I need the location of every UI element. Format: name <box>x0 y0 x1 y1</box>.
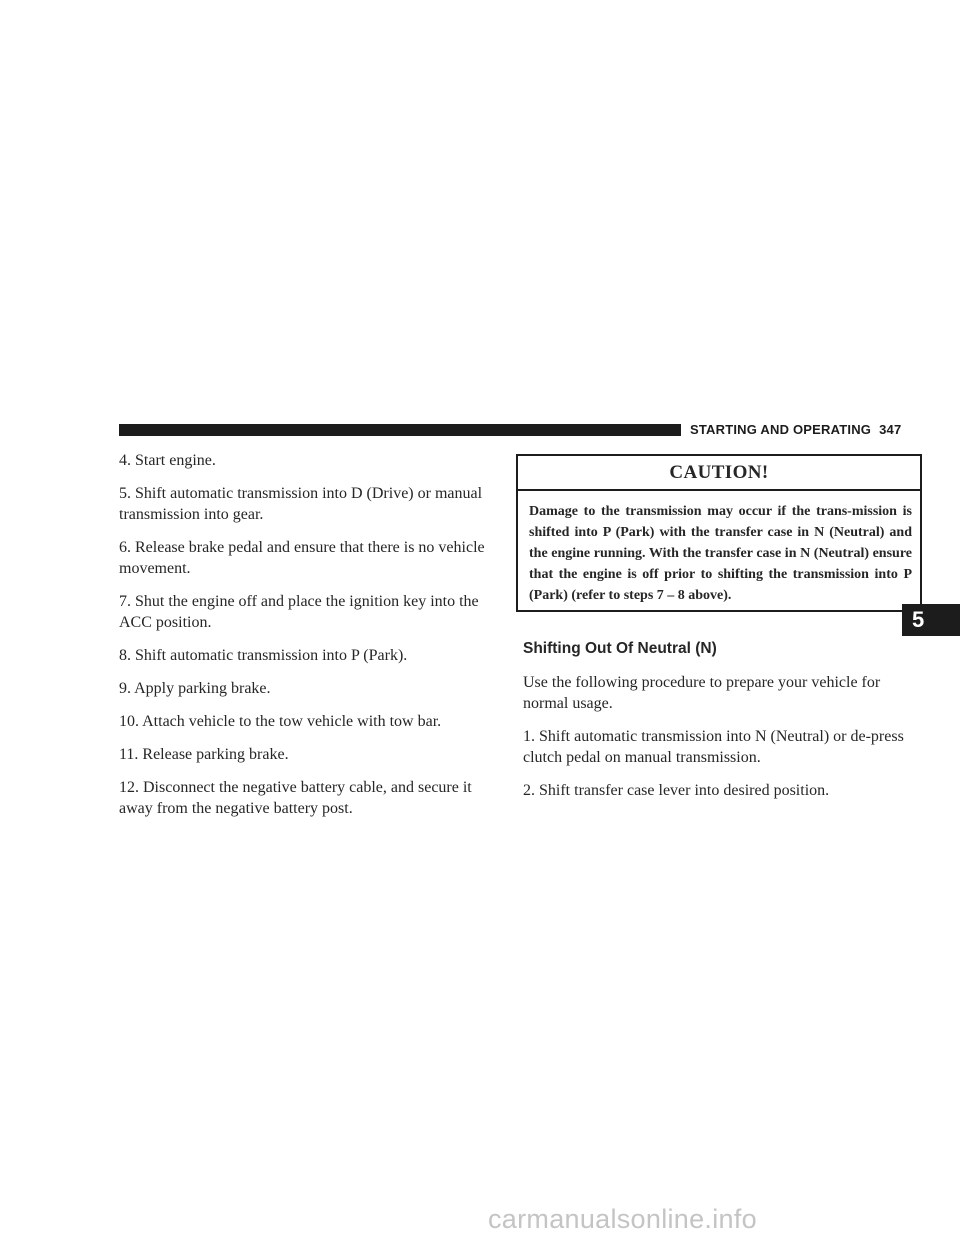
step-6: 6. Release brake pedal and ensure that there is no vehicle movement. <box>119 539 485 577</box>
step-12: 12. Disconnect the negative battery cable, and secure it away from the negative battery post. <box>119 779 472 817</box>
header-rule <box>119 424 681 436</box>
caution-box <box>516 454 922 612</box>
chapter-tab: 5 <box>902 604 960 636</box>
step-11: 11. Release parking brake. <box>119 746 289 763</box>
right-column <box>523 638 907 813</box>
caution-title: CAUTION! <box>518 456 920 491</box>
step-10: 10. Attach vehicle to the tow vehicle with tow bar. <box>119 713 442 730</box>
step-2: 2. Shift transfer case lever into desired position. <box>523 782 830 799</box>
step-4: 4. Start engine. <box>119 452 216 469</box>
page-number: 347 <box>879 422 902 437</box>
section-title: STARTING AND OPERATING <box>690 422 872 437</box>
step-8: 8. Shift automatic transmission into P (Park). <box>119 647 408 664</box>
step-9: 9. Apply parking brake. <box>119 680 271 697</box>
left-column <box>119 450 497 831</box>
section-heading: Shifting Out Of Neutral (N) <box>523 640 717 657</box>
watermark: carmanualsonline.info <box>488 1204 757 1234</box>
step-7: 7. Shut the engine off and place the ignition key into the ACC position. <box>119 593 479 631</box>
step-5: 5. Shift automatic transmission into D (Drive) or manual transmission into gear. <box>119 485 483 523</box>
step-1: 1. Shift automatic transmission into N (Neutral) or de-press clutch pedal on manual transmission. <box>523 728 904 766</box>
caution-body: Damage to the transmission may occur if the trans-mission is shifted into P (Park) with the transfer case in N (Neutral) and the engine running. With the transfer case in N (Neutral) ensure that the engine is off prior to shifting the transmission into P (Park) (refer to steps 7 – 8 above). <box>529 504 912 603</box>
running-header <box>690 422 906 438</box>
intro-paragraph: Use the following procedure to prepare your vehicle for normal usage. <box>523 674 881 712</box>
